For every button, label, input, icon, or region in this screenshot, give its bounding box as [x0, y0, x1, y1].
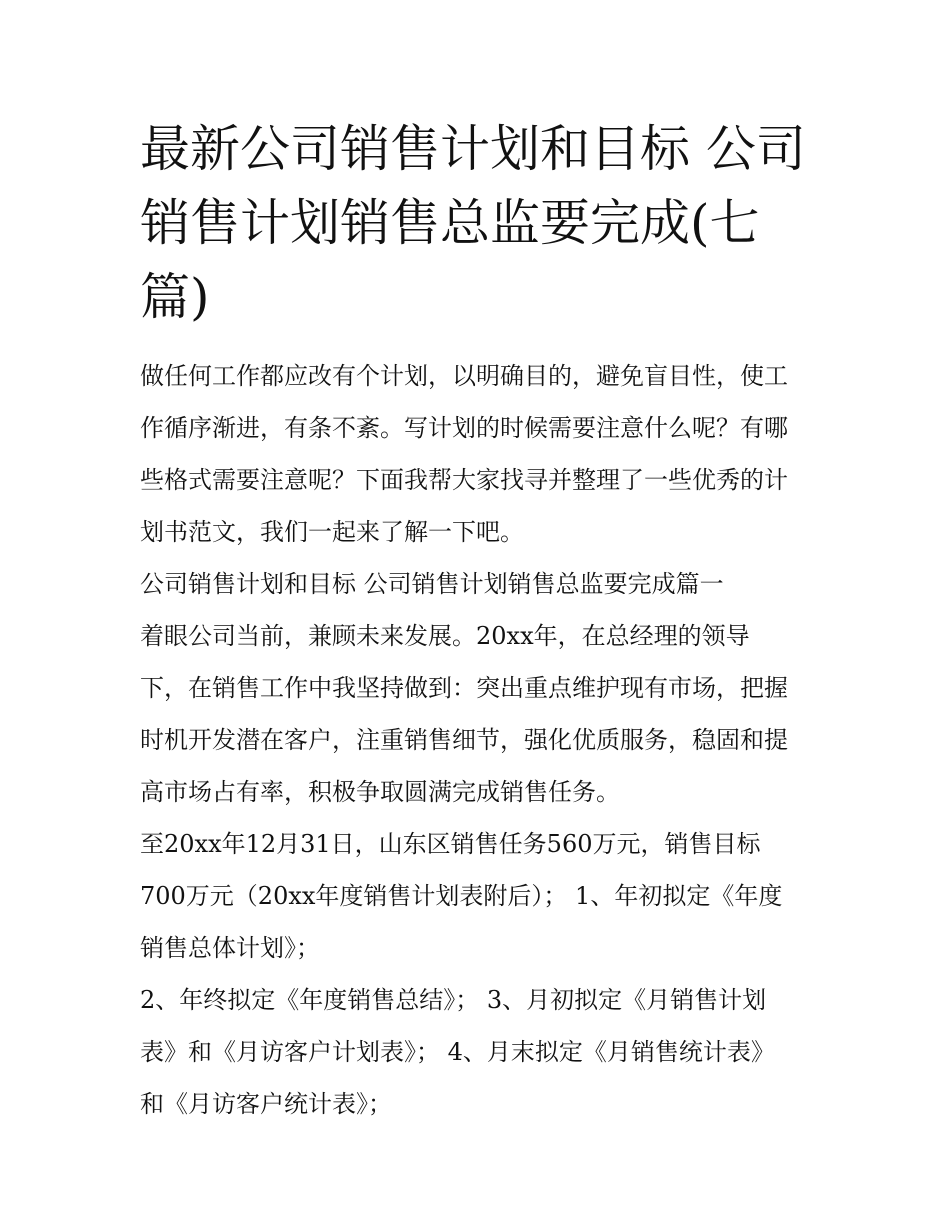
development-paragraph — [140, 610, 816, 818]
title-line: 最新公司销售计划和目标 公司 — [140, 120, 806, 178]
text-line: 时机开发潜在客户，注重销售细节，强化优质服务，稳固和提 — [140, 726, 788, 754]
text-line: 高市场占有率，积极争取圆满完成销售任务。 — [140, 778, 620, 806]
text-line: 销售总体计划》； — [140, 934, 320, 962]
text-line: 表》和《月访客户计划表》； 4、月末拟定《月销售统计表》 — [140, 1038, 775, 1066]
section-heading-paragraph — [140, 558, 816, 610]
document-title — [140, 112, 810, 334]
text-line: 作循序渐进，有条不紊。写计划的时候需要注意什么呢？有哪 — [140, 414, 788, 442]
text-line: 做任何工作都应改有个计划，以明确目的，避免盲目性，使工 — [140, 362, 788, 390]
title-line: 销售计划销售总监要完成(七 — [140, 194, 760, 252]
sales-target-paragraph — [140, 818, 816, 974]
text-line: 700万元（20xx年度销售计划表附后）； 1、年初拟定《年度 — [140, 882, 783, 910]
text-line: 着眼公司当前，兼顾未来发展。20xx年，在总经理的领导 — [140, 622, 750, 650]
text-line: 公司销售计划和目标 公司销售计划销售总监要完成篇一 — [140, 570, 724, 598]
text-line: 2、年终拟定《年度销售总结》； 3、月初拟定《月销售计划 — [140, 986, 767, 1014]
intro-paragraph — [140, 350, 816, 558]
text-line: 和《月访客户统计表》； — [140, 1090, 392, 1118]
text-line: 下，在销售工作中我坚持做到：突出重点维护现有市场，把握 — [140, 674, 788, 702]
title-line: 篇) — [140, 268, 210, 326]
text-line: 至20xx年12月31日，山东区销售任务560万元，销售目标 — [140, 830, 761, 858]
planning-list-paragraph — [140, 974, 816, 1130]
document-body — [140, 350, 816, 1130]
text-line: 划书范文，我们一起来了解一下吧。 — [140, 518, 524, 546]
text-line: 些格式需要注意呢？下面我帮大家找寻并整理了一些优秀的计 — [140, 466, 788, 494]
